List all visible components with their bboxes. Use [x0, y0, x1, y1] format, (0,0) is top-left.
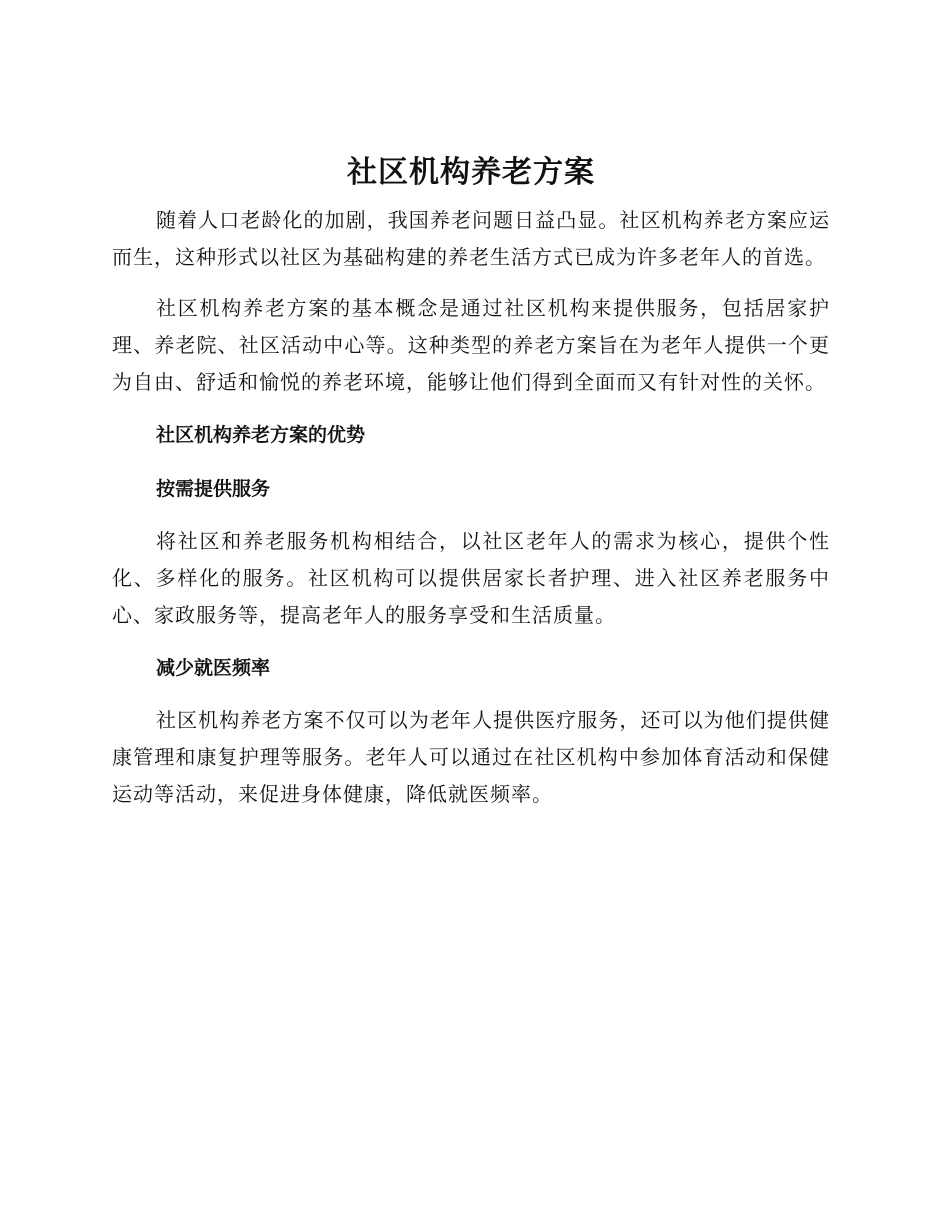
section-heading: 社区机构养老方案的优势	[156, 424, 366, 446]
subsection-heading: 减少就医频率	[156, 657, 271, 679]
intro-paragraph: 随着人口老龄化的加剧，我国养老问题日益凸显。社区机构养老方案应运而生，这种形式以社区为基础构建的养老生活方式已成为许多老年人的首选。	[112, 208, 830, 269]
subsection-heading: 按需提供服务	[156, 478, 271, 500]
subsection-paragraph: 社区机构养老方案不仅可以为老年人提供医疗服务，还可以为他们提供健康管理和康复护理等服务。老年人可以通过在社区机构中参加体育活动和保健运动等活动，来促进身体健康，降低就医频率。	[112, 708, 830, 806]
document-body	[112, 150, 830, 827]
document-title: 社区机构养老方案	[347, 155, 595, 190]
concept-paragraph: 社区机构养老方案的基本概念是通过社区机构来提供服务，包括居家护理、养老院、社区活动中心等。这种类型的养老方案旨在为老年人提供一个更为自由、舒适和愉悦的养老环境，能够让他们得到全面而又有针对性的关怀。	[112, 296, 830, 394]
subsection-paragraph: 将社区和养老服务机构相结合，以社区老年人的需求为核心，提供个性化、多样化的服务。社区机构可以提供居家长者护理、进入社区养老服务中心、家政服务等，提高老年人的服务享受和生活质量。	[112, 529, 830, 627]
